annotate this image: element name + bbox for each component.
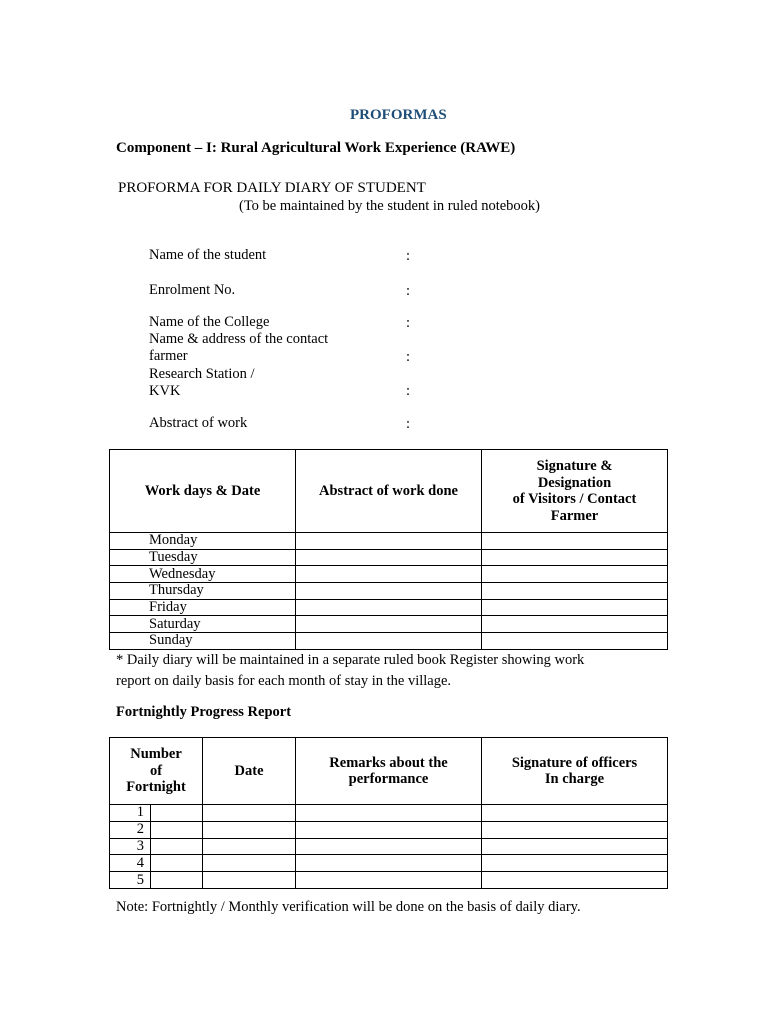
proforma-title: PROFORMA FOR DAILY DIARY OF STUDENT <box>118 180 426 196</box>
field-enrolment: Enrolment No. <box>149 282 236 298</box>
daily-diary-table <box>109 449 668 650</box>
fortnightly-report-table <box>109 737 668 889</box>
header-work-days: Work days & Date <box>110 450 296 533</box>
field-contact-farmer: Name & address of the contact <box>149 331 329 347</box>
header-date: Date <box>203 738 296 805</box>
table-row: 4 <box>110 855 668 872</box>
table-header-row <box>110 450 668 533</box>
table-row: 3 <box>110 838 668 855</box>
table-row: Sunday <box>110 633 668 650</box>
field-colon: : <box>406 248 411 264</box>
page-heading: PROFORMAS <box>350 107 447 123</box>
field-colon: : <box>406 315 411 331</box>
field-research-station-2: KVK <box>149 383 181 399</box>
diary-note-2: report on daily basis for each month of stay in the village. <box>116 673 452 689</box>
field-colon: : <box>406 383 411 399</box>
table-row: 2 <box>110 821 668 838</box>
table-row: 5 <box>110 872 668 889</box>
field-college: Name of the College <box>149 314 270 330</box>
table-row: Thursday <box>110 583 668 600</box>
field-colon: : <box>406 416 411 432</box>
table-row: Wednesday <box>110 566 668 583</box>
field-student-name: Name of the student <box>149 247 267 263</box>
table-header-row <box>110 738 668 805</box>
proforma-subtitle: (To be maintained by the student in ruled notebook) <box>239 198 540 214</box>
table-row: Saturday <box>110 616 668 633</box>
header-signature: Signature & Designation of Visitors / Contact Farmer <box>482 450 668 533</box>
header-abstract: Abstract of work done <box>296 450 482 533</box>
component-title: Component – I: Rural Agricultural Work Experience (RAWE) <box>116 140 516 156</box>
table-row: Tuesday <box>110 549 668 566</box>
field-colon: : <box>406 349 411 365</box>
field-research-station: Research Station / <box>149 366 255 382</box>
final-note: Note: Fortnightly / Monthly verification will be done on the basis of daily diary. <box>116 899 581 915</box>
field-contact-farmer-2: farmer <box>149 348 188 364</box>
header-remarks: Remarks about the performance <box>296 738 482 805</box>
table-row: Monday <box>110 533 668 550</box>
diary-note: * Daily diary will be maintained in a separate ruled book Register showing work <box>116 652 585 668</box>
header-officer-signature: Signature of officers In charge <box>482 738 668 805</box>
header-fortnight-number: Number of Fortnight <box>110 738 203 805</box>
field-abstract: Abstract of work <box>149 415 248 431</box>
fortnight-title: Fortnightly Progress Report <box>116 704 292 720</box>
table-row: 1 <box>110 805 668 822</box>
table-row: Friday <box>110 599 668 616</box>
field-colon: : <box>406 283 411 299</box>
